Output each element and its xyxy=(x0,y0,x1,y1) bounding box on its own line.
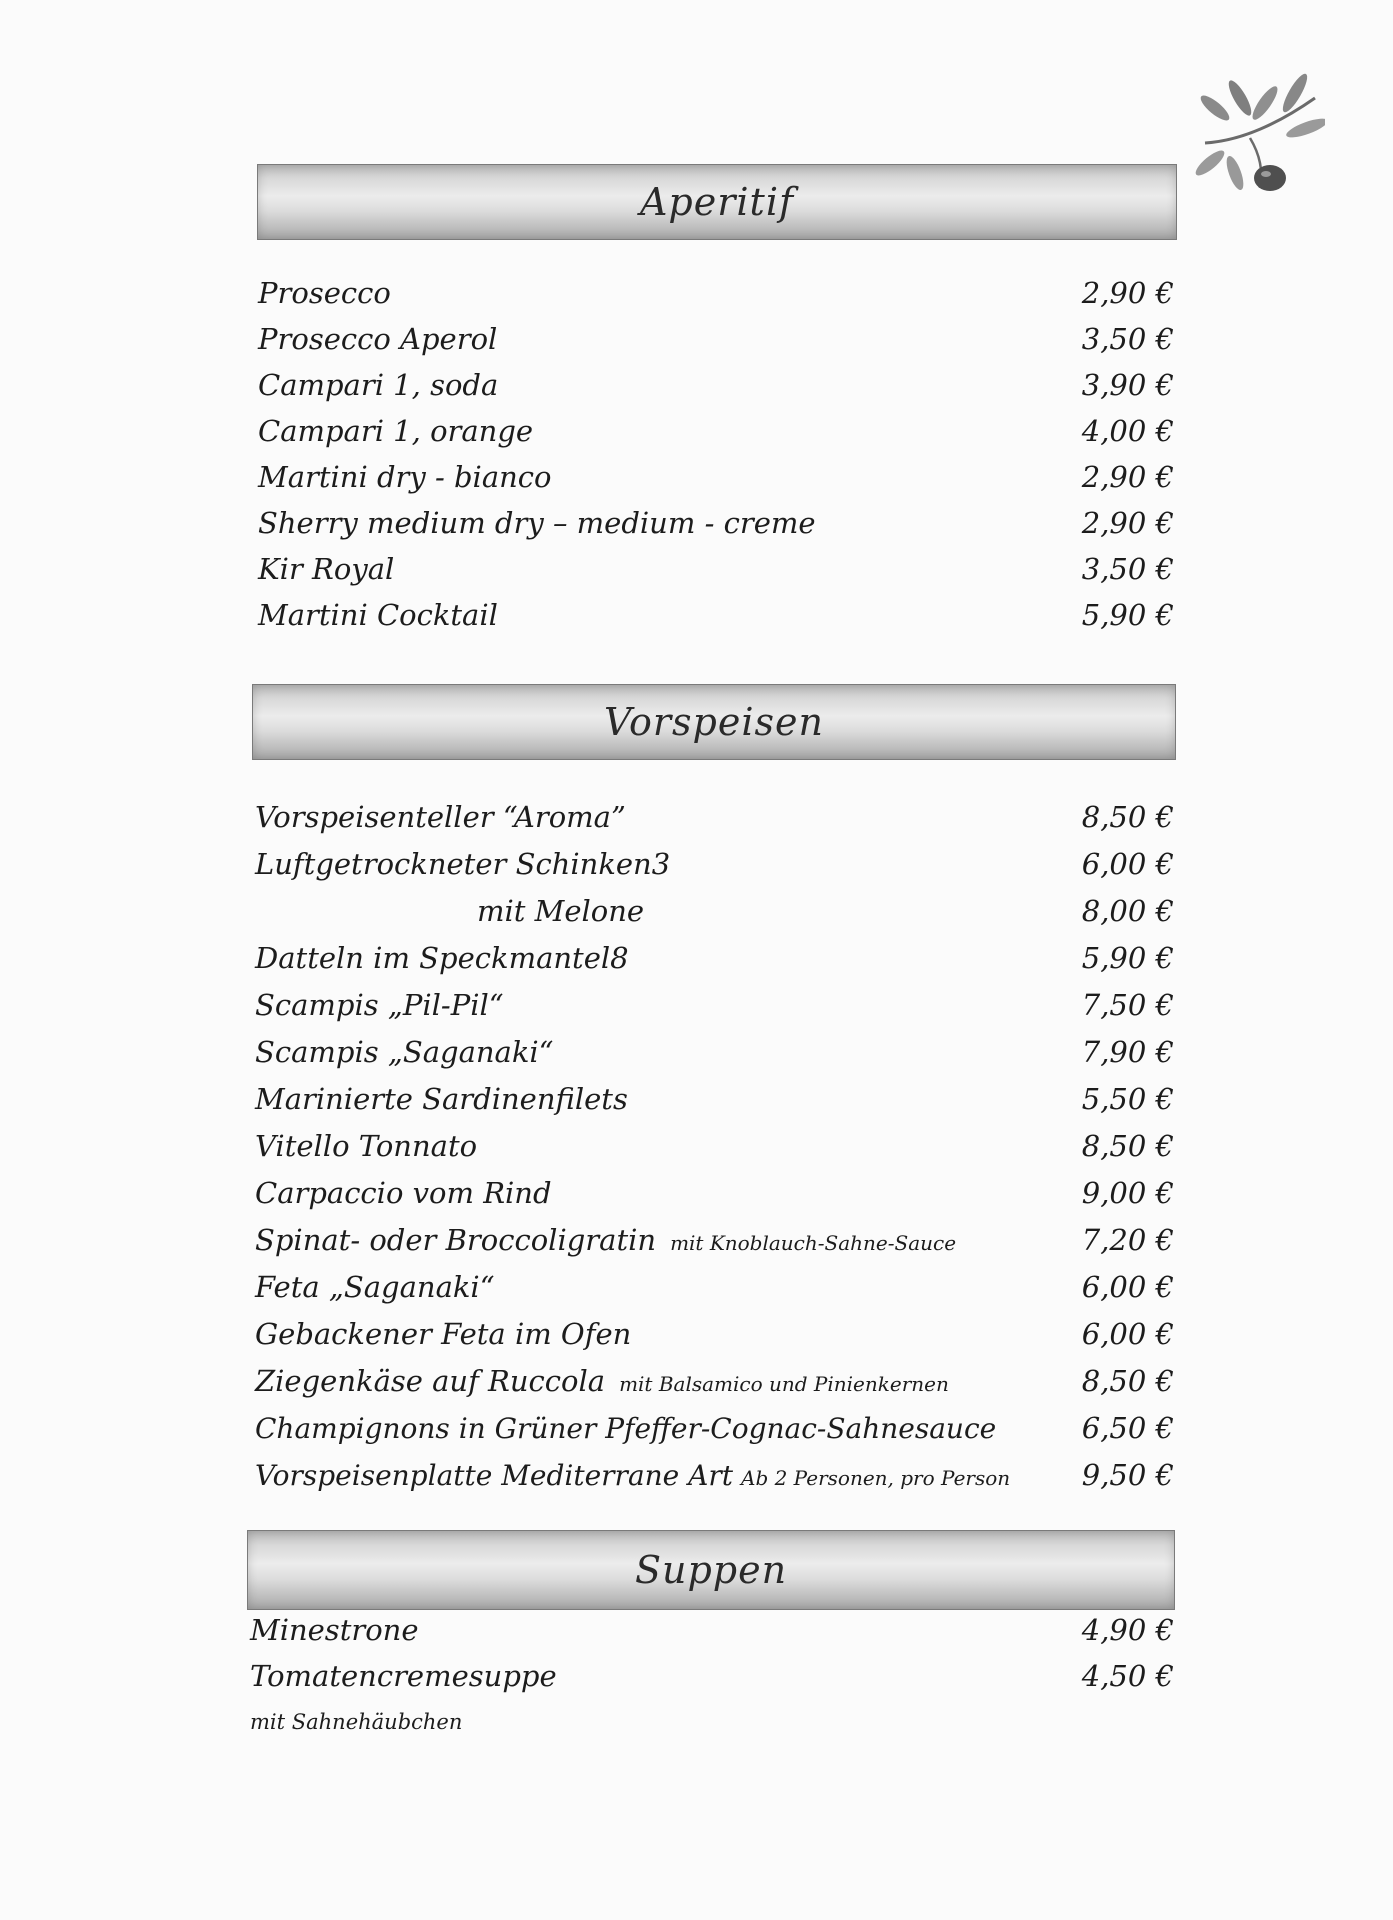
menu-item xyxy=(258,368,1174,414)
item-name: Prosecco Aperol xyxy=(258,322,498,356)
menu-item xyxy=(258,276,1174,322)
item-price: 6,00 € xyxy=(1081,1317,1174,1351)
item-name: Tomatencremesuppe xyxy=(250,1659,557,1693)
item-price: 6,50 € xyxy=(1081,1411,1174,1445)
item-price: 2,90 € xyxy=(1081,506,1174,540)
menu-item xyxy=(258,460,1174,506)
item-name: Marinierte Sardinenfilets xyxy=(255,1082,628,1116)
item-price: 6,00 € xyxy=(1081,847,1174,881)
menu-item xyxy=(255,1176,1174,1222)
item-price: 8,50 € xyxy=(1081,800,1174,834)
menu-item xyxy=(258,414,1174,460)
item-name: Carpaccio vom Rind xyxy=(255,1176,552,1210)
menu-item xyxy=(255,1270,1174,1316)
item-name: mit Melone xyxy=(477,894,645,928)
item-name: Campari 1, soda xyxy=(258,368,499,402)
item-price: 4,50 € xyxy=(1081,1659,1174,1693)
item-name: Ziegenkäse auf Ruccola xyxy=(255,1364,606,1398)
menu-item xyxy=(255,1223,1174,1269)
item-name: Scampis „Saganaki“ xyxy=(255,1035,554,1069)
item-name: Martini Cocktail xyxy=(258,598,498,632)
menu-item xyxy=(258,506,1174,552)
item-price: 5,90 € xyxy=(1081,598,1174,632)
item-price: 8,50 € xyxy=(1081,1364,1174,1398)
menu-item xyxy=(258,552,1174,598)
item-price: 6,00 € xyxy=(1081,1270,1174,1304)
item-price: 2,90 € xyxy=(1081,276,1174,310)
item-footnote: mit Sahnehäubchen xyxy=(250,1710,463,1734)
item-name: Minestrone xyxy=(250,1613,419,1647)
menu-item xyxy=(250,1659,1174,1705)
menu-item xyxy=(255,1129,1174,1175)
item-name: Champignons in Grüner Pfeffer-Cognac-Sahnesauce xyxy=(255,1412,997,1445)
menu-item xyxy=(255,894,1174,940)
item-name-group xyxy=(255,1364,949,1398)
item-price: 8,50 € xyxy=(1081,1129,1174,1163)
menu-item xyxy=(250,1613,1174,1659)
olive-branch-icon xyxy=(1195,68,1325,218)
item-price: 7,20 € xyxy=(1081,1223,1174,1257)
item-name: Feta „Saganaki“ xyxy=(255,1270,495,1304)
item-name: Vitello Tonnato xyxy=(255,1129,478,1163)
item-name: Gebackener Feta im Ofen xyxy=(255,1317,632,1351)
item-note: mit Balsamico und Pinienkernen xyxy=(619,1372,949,1396)
section-banner-suppen xyxy=(247,1530,1175,1610)
item-price: 2,90 € xyxy=(1081,460,1174,494)
section-title: Aperitif xyxy=(639,180,795,224)
item-name-group xyxy=(255,1459,1010,1492)
menu-item xyxy=(258,598,1174,644)
item-price: 4,00 € xyxy=(1081,414,1174,448)
item-note: Ab 2 Personen, pro Person xyxy=(741,1466,1011,1490)
item-name: Scampis „Pil-Pil“ xyxy=(255,988,504,1022)
menu-item xyxy=(255,1364,1174,1410)
menu-item xyxy=(255,1458,1174,1504)
item-name: Kir Royal xyxy=(258,552,395,586)
menu-item xyxy=(255,800,1174,846)
item-price: 4,90 € xyxy=(1081,1613,1174,1647)
item-note: mit Knoblauch-Sahne-Sauce xyxy=(670,1231,957,1255)
item-price: 9,00 € xyxy=(1081,1176,1174,1210)
item-name: Prosecco xyxy=(258,276,391,310)
menu-item xyxy=(255,1082,1174,1128)
item-name: Vorspeisenteller “Aroma” xyxy=(255,800,626,834)
item-name-group xyxy=(255,1223,956,1257)
item-price: 3,50 € xyxy=(1081,322,1174,356)
menu-item xyxy=(255,1317,1174,1363)
menu-item xyxy=(255,1035,1174,1081)
menu-item xyxy=(255,847,1174,893)
item-price: 7,50 € xyxy=(1081,988,1174,1022)
item-price: 9,50 € xyxy=(1081,1458,1174,1492)
section-title: Vorspeisen xyxy=(604,700,824,744)
item-price: 7,90 € xyxy=(1081,1035,1174,1069)
item-name: Vorspeisenplatte Mediterrane Art xyxy=(255,1459,733,1492)
item-price: 5,90 € xyxy=(1081,941,1174,975)
menu-item xyxy=(255,1411,1174,1457)
menu-item xyxy=(255,988,1174,1034)
item-name: Luftgetrockneter Schinken3 xyxy=(255,847,671,881)
section-banner-vorspeisen xyxy=(252,684,1176,760)
section-title: Suppen xyxy=(634,1548,788,1592)
item-price: 5,50 € xyxy=(1081,1082,1174,1116)
menu-item xyxy=(255,941,1174,987)
item-name: Campari 1, orange xyxy=(258,414,534,448)
item-name: Datteln im Speckmantel8 xyxy=(255,941,629,975)
menu-item xyxy=(258,322,1174,368)
item-name: Spinat- oder Broccoligratin xyxy=(255,1223,657,1257)
item-price: 3,50 € xyxy=(1081,552,1174,586)
section-banner-aperitif xyxy=(257,164,1177,240)
item-price: 8,00 € xyxy=(1081,894,1174,928)
item-price: 3,90 € xyxy=(1081,368,1174,402)
item-name: Sherry medium dry – medium - creme xyxy=(258,506,816,540)
item-name: Martini dry - bianco xyxy=(258,460,552,494)
